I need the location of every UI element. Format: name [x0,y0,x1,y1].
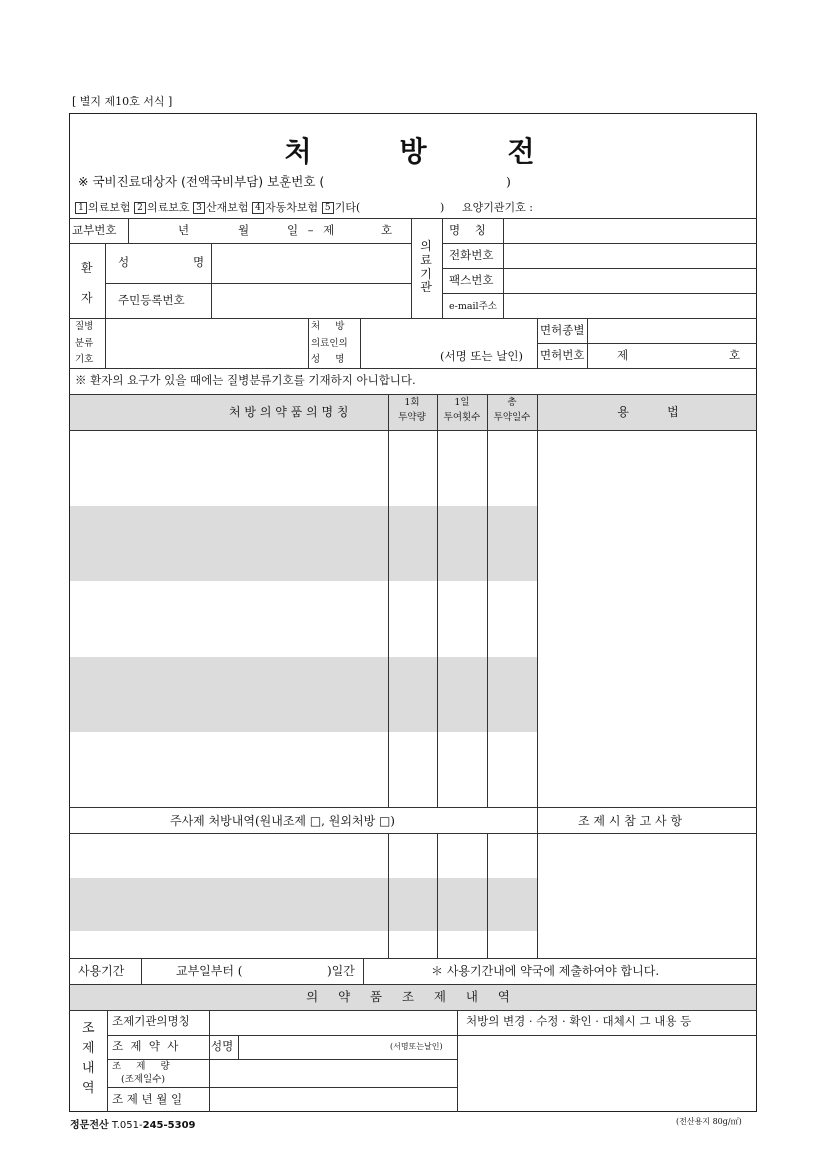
license-ho: 호 [729,348,741,362]
doctor-sign-label: (서명 또는 날인) [440,349,523,363]
drug-entry-area[interactable] [70,431,387,806]
insurance-label-3: 산재보험 [206,201,249,214]
title-char-1: 처 [284,135,312,168]
license-je: 제 [617,348,629,362]
footer-phone: 245-5309 [142,1120,196,1131]
patient-name-label-1: 성 [118,255,130,269]
insurance-types [75,202,360,214]
dispensing-facility-label: 조제기관의명칭 [112,1014,190,1028]
usage-entry-area[interactable] [538,431,756,806]
insurance-label-2: 의료보호 [147,201,190,214]
issue-number-label: 교부번호 [72,223,117,237]
insurance-label-1: 의료보험 [88,201,131,214]
dispensing-header: 의 약 품 조 제 내 역 [306,989,510,1004]
disease-label-3: 기호 [75,354,94,365]
title-char-2: 방 [399,135,427,168]
dispensing-section-3: 내 [82,1061,95,1076]
insurance-checkbox-4[interactable]: 4 [252,202,264,214]
usage-period-text: 교부일부터 ( [176,964,243,978]
dispensing-amount-label: 조 제 량 [112,1061,170,1072]
dispensing-name-label: 성명 [211,1039,234,1053]
insurance-label-4: 자동차보험 [265,201,319,214]
disease-label-1: 질병 [75,321,94,332]
usage-period-label: 사용기간 [78,964,125,978]
disease-code-field[interactable] [106,319,307,367]
usage-period-notice: ＊ 사용기간내에 약국에 제출하여야 합니다. [431,964,660,978]
patient-rrn-field[interactable] [212,284,410,317]
insurance-label-5: 기타( [334,201,361,214]
times-header-2: 투여횟수 [443,412,481,423]
patient-label-2: 자 [81,291,93,305]
dispensing-change-label: 처방의 변경 · 수정 · 확인 · 대체시 그 내용 등 [466,1014,692,1028]
patient-name-field[interactable] [212,244,410,282]
issue-month: 월 [238,223,250,237]
dispensing-facility-field[interactable] [210,1011,456,1034]
issue-year: 년 [178,223,190,237]
injection-entry-area[interactable] [70,834,387,957]
dispensing-section-2: 제 [82,1041,95,1056]
usage-period-days: )일간 [327,964,355,978]
days-header-1: 총 [507,397,517,408]
drug-name-header: 처 방 의 약 품 의 명 칭 [229,405,349,419]
insurance-checkbox-5[interactable]: 5 [322,202,334,214]
days-header-2: 투약일수 [493,412,531,423]
institution-section-label: 의료기관 [420,239,432,295]
institution-phone-field[interactable] [504,244,756,267]
license-number-label: 면허번호 [540,348,585,362]
disease-label-2: 분류 [75,338,94,349]
insurance-checkbox-2[interactable]: 2 [134,202,146,214]
institution-email-label: e-mail주소 [449,301,497,312]
dose-header-2: 투약량 [398,412,426,423]
patient-name-label-2: 명 [193,255,205,269]
reference-label: 조 제 시 참 고 사 항 [578,814,683,828]
dose-header-1: 1회 [404,397,420,408]
insurance-close: ) [440,201,445,214]
doctor-label-1: 처 방 [311,321,345,332]
institution-email-field[interactable] [504,294,756,317]
footer-phone-prefix: T.051- [108,1120,143,1131]
doctor-label-2: 의료인의 [311,338,348,349]
institution-phone-label: 전화번호 [449,248,494,262]
title-char-3: 전 [507,135,535,168]
footer-brand [70,1116,195,1131]
disease-notice: ※ 환자의 요구가 있을 때에는 질병분류기호를 기재하지 아니합니다. [75,373,416,387]
insurance-checkbox-3[interactable]: 3 [193,202,205,214]
dispensing-sign-label: (서명또는날인) [390,1042,443,1051]
issue-day: 일 – 제 [287,223,335,237]
usage-days-field[interactable] [256,960,326,982]
institution-fax-field[interactable] [504,269,756,292]
dispensing-section-1: 조 [82,1021,95,1036]
doctor-label-3: 성 명 [311,354,345,365]
dispensing-amount-sub: (조제일수) [121,1074,166,1085]
dispensing-date-label: 조 제 년 월 일 [112,1092,183,1106]
issue-ho: 호 [381,223,393,237]
footer-brand-name: 정문전산 [70,1120,109,1131]
institution-code-label: 요양기관기호 : [462,201,533,214]
veteran-notice: ※ 국비진료대상자 (전액국비부담) 보훈번호 ( [78,174,325,189]
dispensing-pharmacist-label: 조 제 약 사 [112,1039,179,1053]
times-header-1: 1일 [454,397,470,408]
insurance-checkbox-1[interactable]: 1 [75,202,87,214]
footer-paper: (전산용지 80g/㎡) [676,1117,742,1126]
patient-rrn-label: 주민등록번호 [118,293,185,307]
license-type-label: 면허종별 [540,323,585,337]
form-label: [ 별지 제10호 서식 ] [72,95,173,108]
institution-name-field[interactable] [504,219,756,242]
reference-entry-area[interactable] [538,834,756,957]
veteran-notice-close: ) [506,174,511,189]
patient-label-1: 환 [81,261,93,275]
usage-header: 용 법 [617,405,679,419]
institution-name-label: 명 칭 [449,223,486,237]
institution-fax-label: 팩스번호 [449,273,494,287]
dispensing-section-4: 역 [82,1081,95,1096]
injection-label: 주사제 처방내역(원내조제 □, 원외처방 □) [170,814,395,828]
